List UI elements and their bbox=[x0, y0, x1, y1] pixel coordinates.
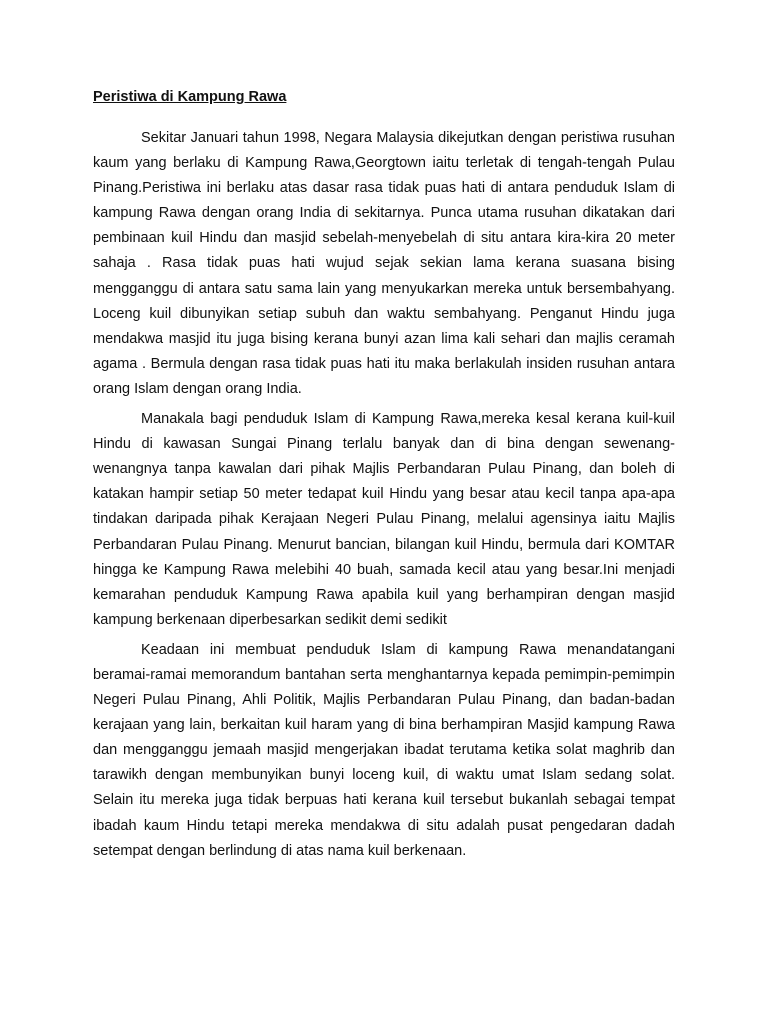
paragraph-3: Keadaan ini membuat penduduk Islam di kampung Rawa menandatangani beramai-ramai memorandum bantahan serta menghantarnya kepada pemimpin-pemimpin Negeri Pulau Pinang, Ahli Politik, Majlis Perbandaran Pulau Pinang, dan badan-badan kerajaan yang lain, berkaitan kuil haram yang di bina berhampiran Masjid kampung Rawa dan mengganggu jemaah masjid mengerjakan ibadat terutama ketika solat maghrib dan tarawikh dengan membunyikan bunyi loceng kuil, di waktu umat Islam sedang solat. Selain itu mereka juga tidak berpuas hati kerana kuil tersebut bukanlah sebagai tempat ibadah kaum Hindu tetapi mereka mendakwa di situ adalah pusat pengedaran dadah setempat dengan berlindung di atas nama kuil berkenaan. bbox=[93, 641, 675, 859]
paragraph-1: Sekitar Januari tahun 1998, Negara Malaysia dikejutkan dengan peristiwa rusuhan kaum yang berlaku di Kampung Rawa,Georgtown iaitu terletak di tengah-tengah Pulau Pinang.Peristiwa ini berlaku atas dasar rasa tidak puas hati di antara penduduk Islam di kampung Rawa dengan orang India di sekitarnya. Punca utama rusuhan dikatakan dari pembinaan kuil Hindu dan masjid sebelah-menyebelah di situ antara kira-kira 20 meter sahaja . Rasa tidak puas hati wujud sejak sekian lama kerana suasana bising mengganggu di antara satu sama lain yang menyukarkan mereka untuk bersembahyang. Loceng kuil dibunyikan setiap subuh dan waktu sembahyang. Penganut Hindu juga mendakwa masjid itu juga bising kerana bunyi azan lima kali sehari dan majlis ceramah agama . Bermula dengan rasa tidak puas hati itu maka berlakulah insiden rusuhan antara orang Islam dengan orang India. bbox=[93, 130, 675, 397]
document-title: Peristiwa di Kampung Rawa bbox=[93, 89, 287, 105]
paragraph-2: Manakala bagi penduduk Islam di Kampung Rawa,mereka kesal kerana kuil-kuil Hindu di kawasan Sungai Pinang terlalu banyak dan di bina dengan sewenang-wenangnya tanpa kawalan dari pihak Majlis Perbandaran Pulau Pinang, dan boleh di katakan hampir setiap 50 meter tedapat kuil Hindu yang besar atau kecil tanpa apa-apa tindakan daripada pihak Kerajaan Negeri Pulau Pinang, melalui agensinya iaitu Majlis Perbandaran Pulau Pinang. Menurut bancian, bilangan kuil Hindu, bermula dari KOMTAR hingga ke Kampung Rawa melebihi 40 buah, samada kecil atau yang besar.Ini menjadi kemarahan penduduk Kampung Rawa apabila kuil yang berhampiran dengan masjid kampung berkenaan diperbesarkan sedikit demi sedikit bbox=[93, 411, 675, 628]
document-page bbox=[93, 86, 675, 869]
